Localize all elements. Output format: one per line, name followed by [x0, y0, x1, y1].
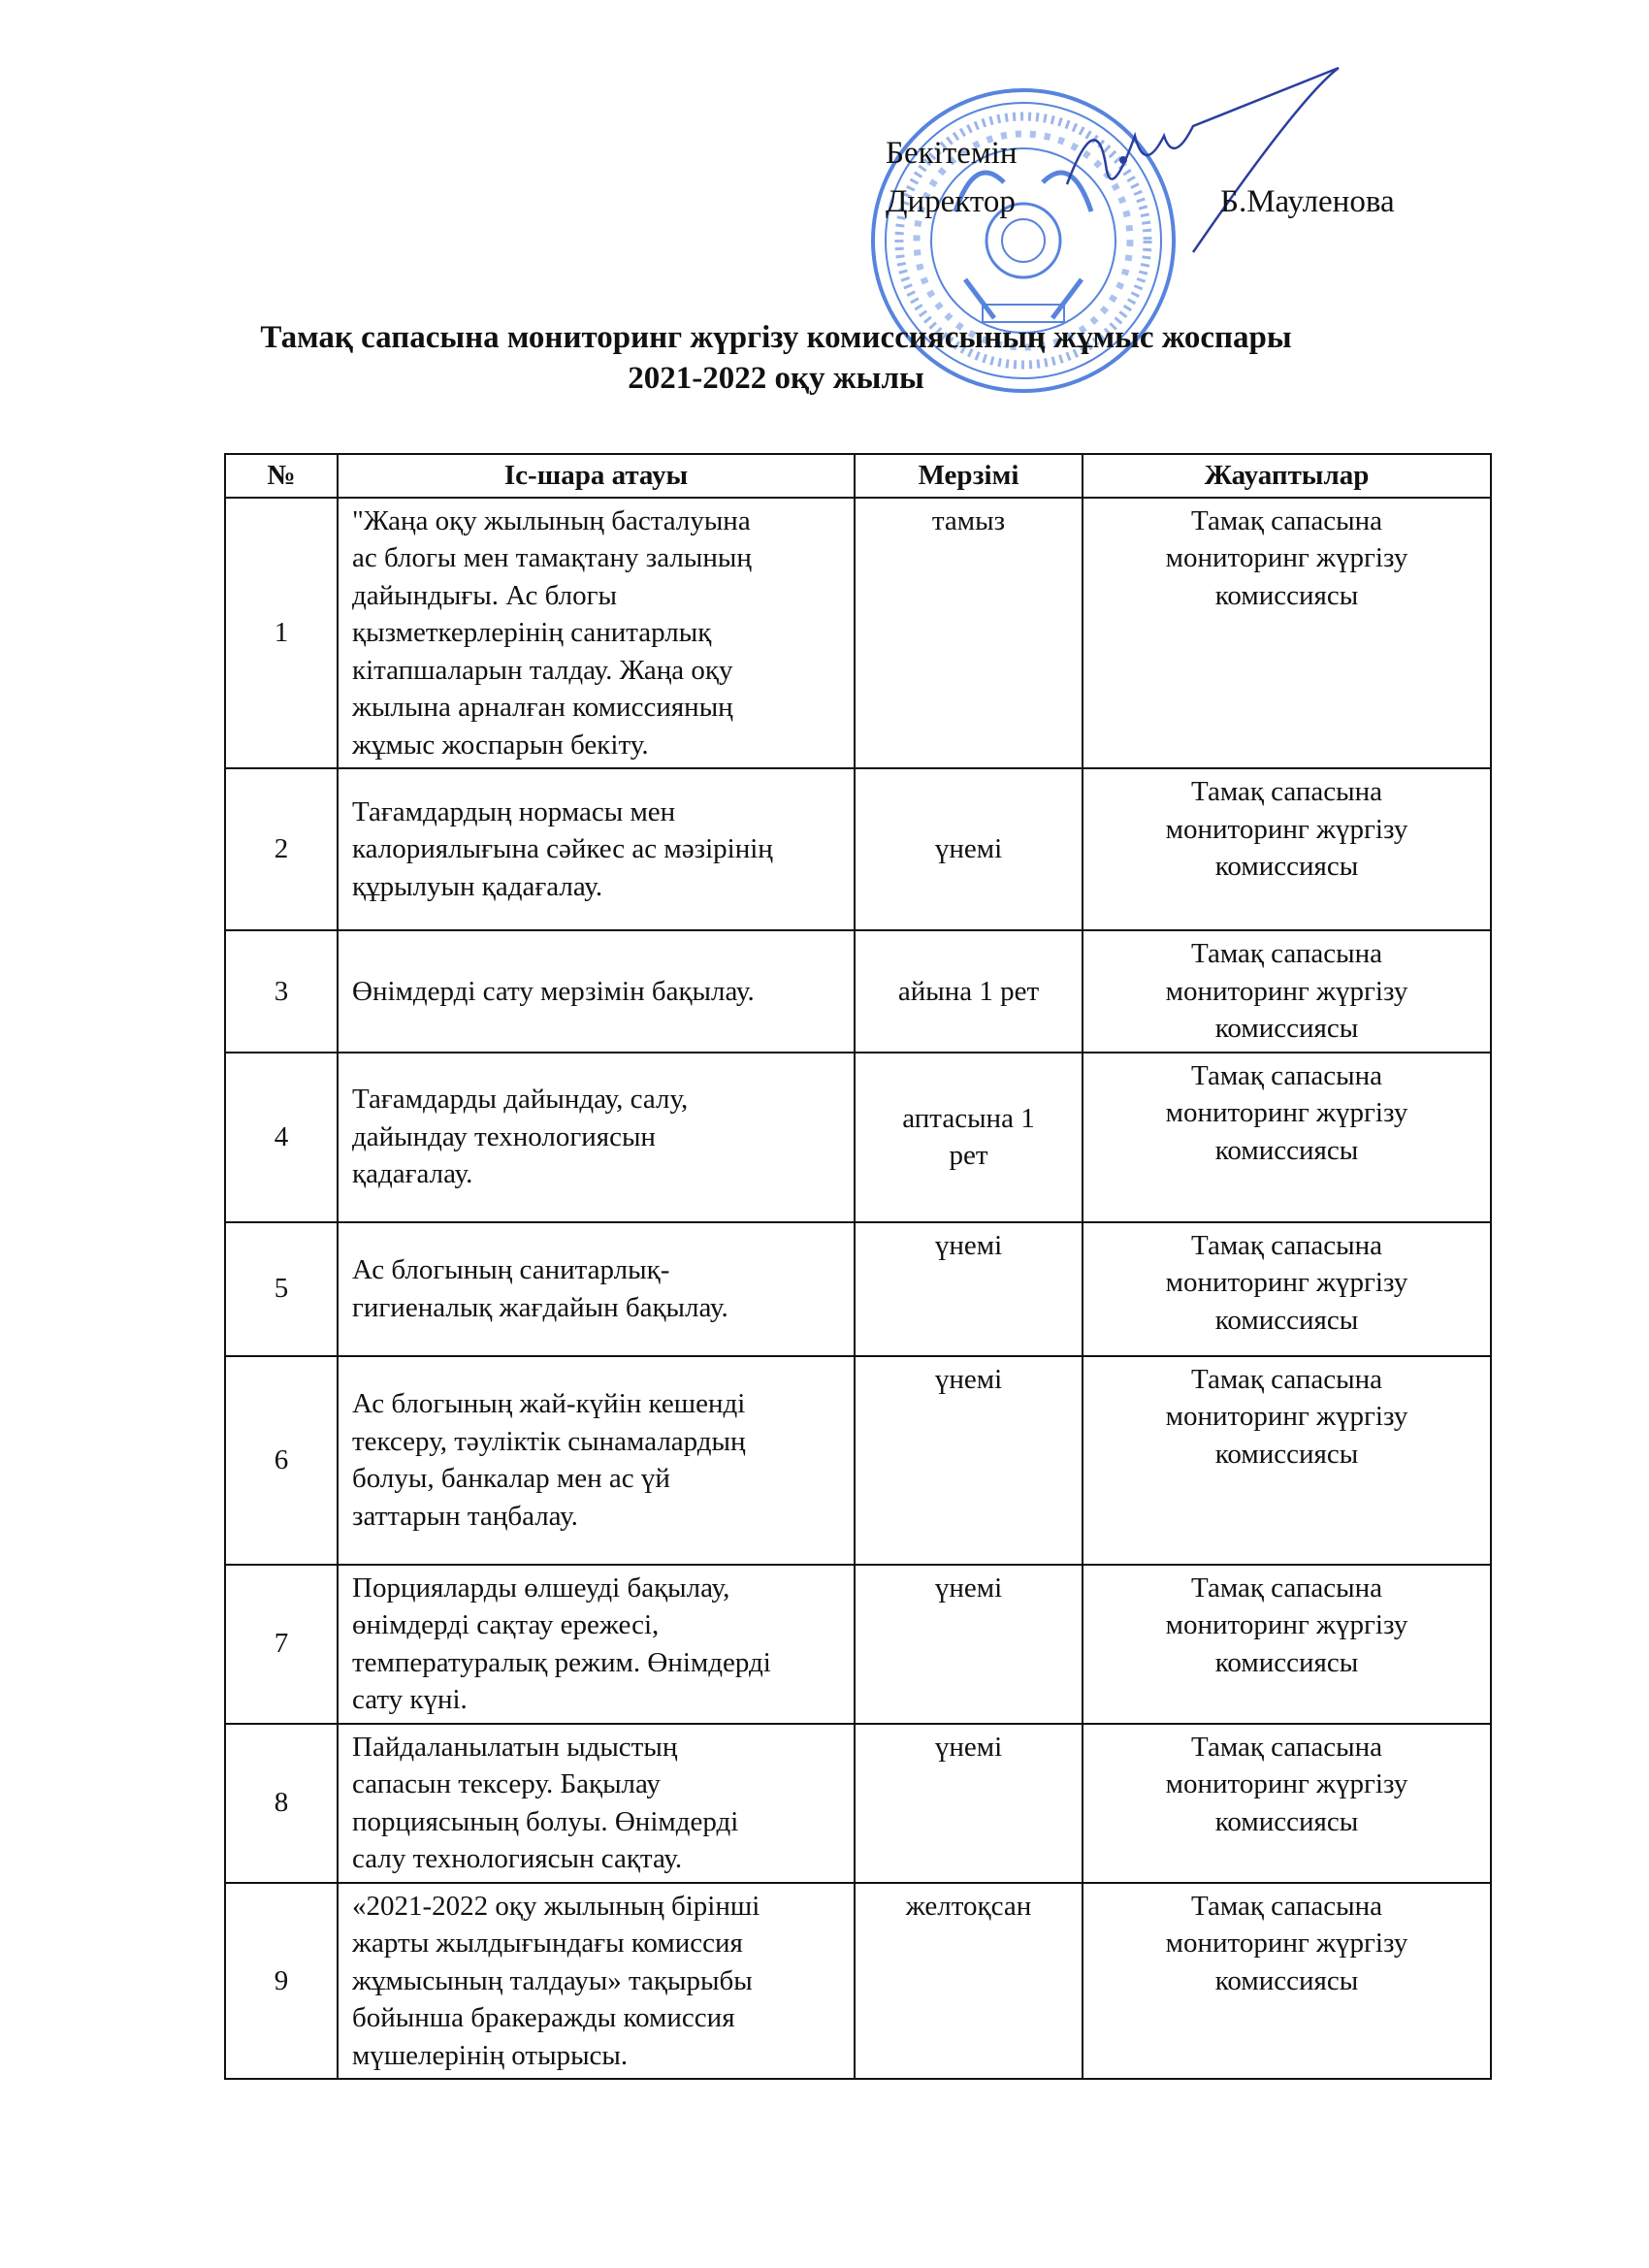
header-number: № [225, 454, 338, 498]
responsible-cell: Тамақ сапасына мониторинг жүргізу комиссиясы [1083, 768, 1491, 930]
document-title: Тамақ сапасына мониторинг жүргізу комиссиясының жұмыс жоспары [260, 320, 1292, 355]
activity-cell: Порцияларды өлшеуді бақылау, өнімдерді сақтау ережесі, температуралық режим. Өнімдерді сату күні. [338, 1565, 855, 1724]
timing-cell: аптасына 1 рет [855, 1053, 1083, 1222]
approval-label: Бекітемін [886, 136, 1018, 171]
table-row [225, 930, 1491, 1053]
table-row [225, 1053, 1491, 1222]
row-number: 6 [225, 1356, 338, 1565]
row-number: 5 [225, 1222, 338, 1356]
activity-cell: "Жаңа оқу жылының басталуына ас блогы мен тамақтану залының дайындығы. Ас блогы қызметкерлерінің санитарлық кітапшаларын талдау. Жаңа оқу жылына арналған комиссияның жұмыс жоспарын бекіту. [338, 498, 855, 769]
timing-cell: айына 1 рет [855, 930, 1083, 1053]
table-row [225, 1565, 1491, 1724]
row-number: 7 [225, 1565, 338, 1724]
row-number: 1 [225, 498, 338, 769]
activity-cell: Ас блогының санитарлық- гигиеналық жағдайын бақылау. [338, 1222, 855, 1356]
table-row [225, 1883, 1491, 2080]
table-header-row [225, 454, 1491, 498]
table-row [225, 1356, 1491, 1565]
table-row [225, 768, 1491, 930]
timing-cell: тамыз [855, 498, 1083, 769]
responsible-cell: Тамақ сапасына мониторинг жүргізу комиссиясы [1083, 1356, 1491, 1565]
timing-cell: үнемі [855, 1565, 1083, 1724]
responsible-cell: Тамақ сапасына мониторинг жүргізу комиссиясы [1083, 1565, 1491, 1724]
activity-cell: Тағамдардың нормасы мен калориялығына сәйкес ас мәзірінің құрылуын қадағалау. [338, 768, 855, 930]
activity-cell: Өнімдерді сату мерзімін бақылау. [338, 930, 855, 1053]
header-responsible: Жауаптылар [1083, 454, 1491, 498]
director-name: Б.Мауленова [1220, 184, 1395, 219]
activity-cell: «2021-2022 оқу жылының бірінші жарты жылдығындағы комиссия жұмысының талдауы» тақырыбы бойынша бракеражды комиссия мүшелерінің отырысы. [338, 1883, 855, 2080]
table-row [225, 1222, 1491, 1356]
work-plan-table [224, 453, 1492, 2080]
director-label: Директор [886, 184, 1016, 219]
responsible-cell: Тамақ сапасына мониторинг жүргізу комиссиясы [1083, 1724, 1491, 1883]
row-number: 9 [225, 1883, 338, 2080]
director-signature [1048, 58, 1358, 272]
row-number: 3 [225, 930, 338, 1053]
timing-cell: желтоқсан [855, 1883, 1083, 2080]
table-row [225, 1724, 1491, 1883]
responsible-cell: Тамақ сапасына мониторинг жүргізу комиссиясы [1083, 1883, 1491, 2080]
timing-cell: үнемі [855, 768, 1083, 930]
timing-cell: үнемі [855, 1222, 1083, 1356]
row-number: 2 [225, 768, 338, 930]
activity-cell: Пайдаланылатын ыдыстың сапасын тексеру. Бақылау порциясының болуы. Өнімдерді салу технологиясын сақтау. [338, 1724, 855, 1883]
header-activity: Іс-шара атауы [338, 454, 855, 498]
responsible-cell: Тамақ сапасына мониторинг жүргізу комиссиясы [1083, 1222, 1491, 1356]
activity-cell: Ас блогының жай-күйін кешенді тексеру, тәуліктік сынамалардың болуы, банкалар мен ас үй заттарын таңбалау. [338, 1356, 855, 1565]
table-row [225, 498, 1491, 769]
timing-cell: үнемі [855, 1356, 1083, 1565]
header-timing: Мерзімі [855, 454, 1083, 498]
responsible-cell: Тамақ сапасына мониторинг жүргізу комиссиясы [1083, 498, 1491, 769]
responsible-cell: Тамақ сапасына мониторинг жүргізу комиссиясы [1083, 1053, 1491, 1222]
activity-cell: Тағамдарды дайындау, салу, дайындау технологиясын қадағалау. [338, 1053, 855, 1222]
document-subtitle: 2021-2022 оқу жылы [628, 361, 924, 396]
row-number: 8 [225, 1724, 338, 1883]
row-number: 4 [225, 1053, 338, 1222]
responsible-cell: Тамақ сапасына мониторинг жүргізу комиссиясы [1083, 930, 1491, 1053]
timing-cell: үнемі [855, 1724, 1083, 1883]
